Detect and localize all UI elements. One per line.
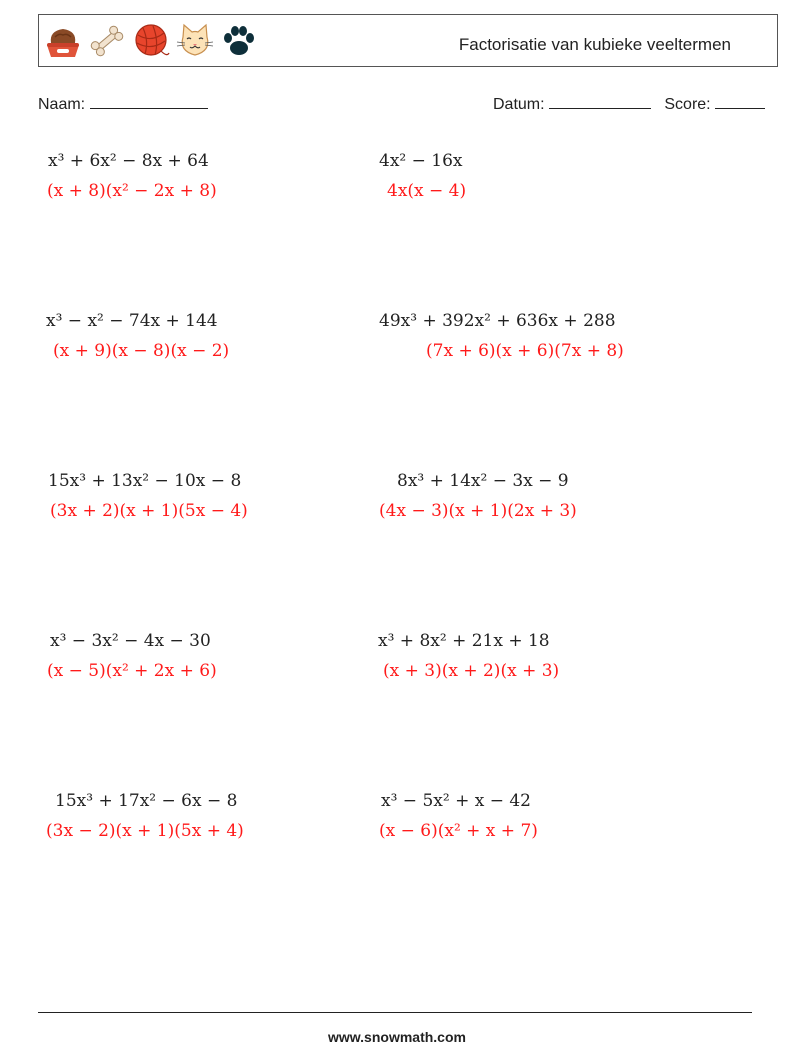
score-label: Score: bbox=[664, 96, 711, 113]
date-blank[interactable] bbox=[549, 94, 651, 109]
problem-4: 49x³ + 392x² + 636x + 288 bbox=[379, 311, 616, 331]
yarn-ball-icon bbox=[131, 21, 171, 61]
bone-icon bbox=[87, 21, 127, 61]
dog-bowl-icon bbox=[43, 21, 83, 61]
problem-3: x³ − x² − 74x + 144 bbox=[46, 311, 218, 331]
footer-website[interactable]: www.snowmath.com bbox=[328, 1029, 466, 1045]
answer-3: (x + 9)(x − 8)(x − 2) bbox=[53, 341, 230, 361]
problem-10: x³ − 5x² + x − 42 bbox=[381, 791, 531, 811]
answer-9: (3x − 2)(x + 1)(5x + 4) bbox=[46, 821, 244, 841]
answer-6: (4x − 3)(x + 1)(2x + 3) bbox=[379, 501, 577, 521]
name-field[interactable] bbox=[38, 94, 208, 114]
worksheet-header bbox=[38, 14, 778, 67]
cat-face-icon bbox=[175, 21, 215, 61]
header-icons bbox=[43, 21, 259, 61]
answer-5: (3x + 2)(x + 1)(5x − 4) bbox=[50, 501, 248, 521]
problem-5: 15x³ + 13x² − 10x − 8 bbox=[48, 471, 242, 491]
paw-print-icon bbox=[219, 21, 259, 61]
answer-1: (x + 8)(x² − 2x + 8) bbox=[47, 181, 217, 201]
problem-9: 15x³ + 17x² − 6x − 8 bbox=[55, 791, 238, 811]
answer-2: 4x(x − 4) bbox=[387, 181, 467, 201]
problem-2: 4x² − 16x bbox=[379, 151, 463, 171]
worksheet-title: Factorisatie van kubieke veeltermen bbox=[458, 35, 731, 54]
answer-7: (x − 5)(x² + 2x + 6) bbox=[47, 661, 217, 681]
score-blank[interactable] bbox=[715, 94, 765, 109]
problem-7: x³ − 3x² − 4x − 30 bbox=[50, 631, 211, 651]
name-blank[interactable] bbox=[90, 94, 208, 109]
answer-8: (x + 3)(x + 2)(x + 3) bbox=[383, 661, 560, 681]
name-label: Naam: bbox=[38, 96, 86, 113]
problem-8: x³ + 8x² + 21x + 18 bbox=[378, 631, 550, 651]
date-label: Datum: bbox=[493, 96, 545, 113]
date-score-field[interactable] bbox=[493, 94, 765, 114]
problem-1: x³ + 6x² − 8x + 64 bbox=[48, 151, 209, 171]
problem-6: 8x³ + 14x² − 3x − 9 bbox=[397, 471, 569, 491]
answer-10: (x − 6)(x² + x + 7) bbox=[379, 821, 538, 841]
answer-4: (7x + 6)(x + 6)(7x + 8) bbox=[426, 341, 624, 361]
footer-divider bbox=[38, 1012, 752, 1013]
